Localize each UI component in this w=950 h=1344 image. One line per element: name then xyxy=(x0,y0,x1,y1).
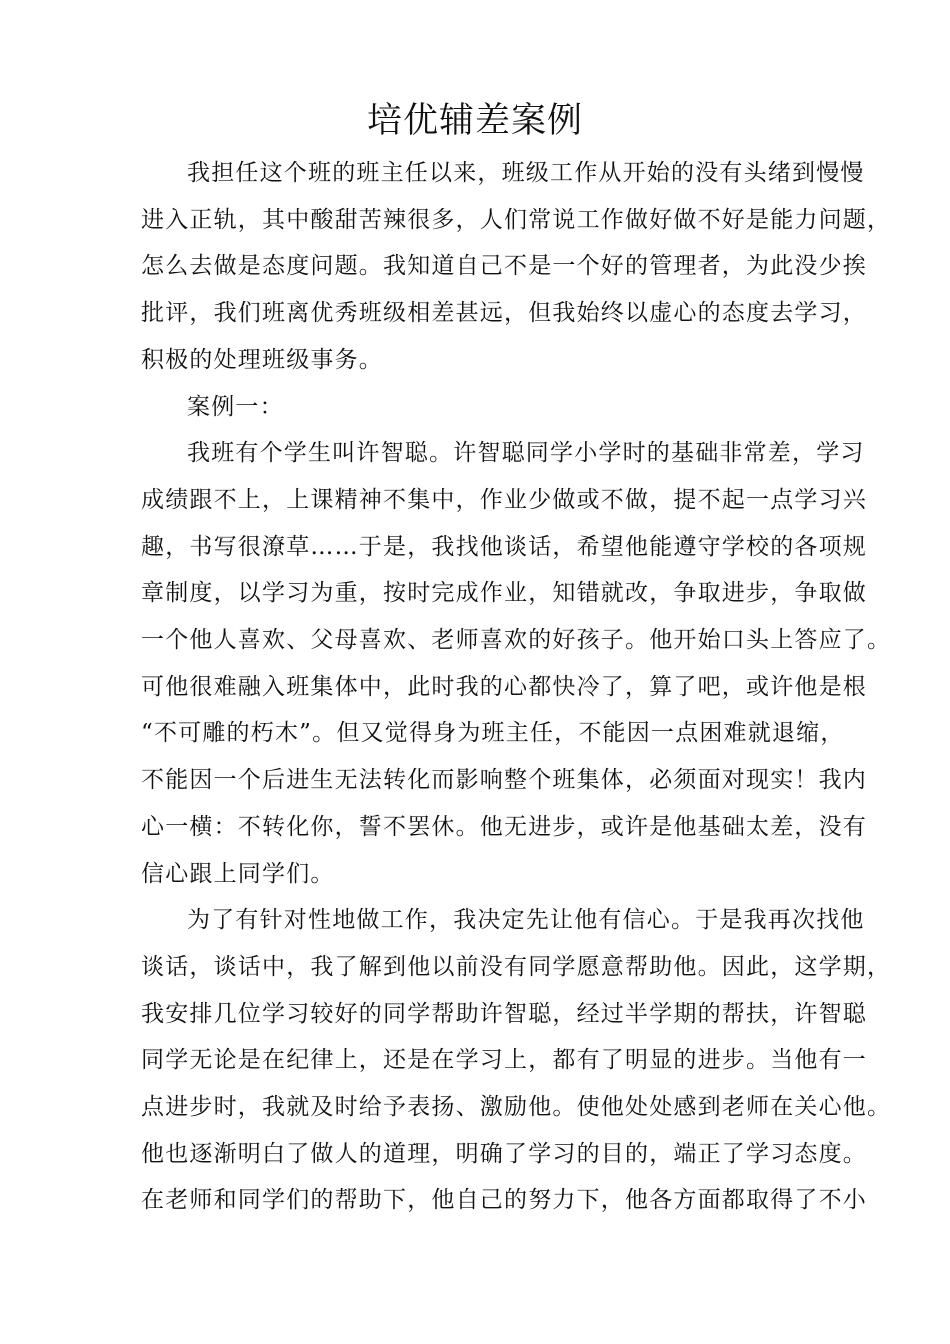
text-line: 积极的处理班级事务。 xyxy=(141,346,383,373)
text-line: 成绩跟不上，上课精神不集中，作业少做或不做，提不起一点学习兴 xyxy=(141,486,867,513)
text-line: 我担任这个班的班主任以来，班级工作从开始的没有头绪到慢慢 xyxy=(187,160,865,186)
text-line: 谈话，谈话中，我了解到他以前没有同学愿意帮助他。因此，这学期， xyxy=(141,953,892,980)
document-title: 培优辅差案例 xyxy=(366,101,583,141)
text-line: 同学无论是在纪律上，还是在学习上，都有了明显的进步。当他有一 xyxy=(141,1047,867,1074)
paragraph-case-heading xyxy=(141,384,841,431)
text-line: 章制度，以学习为重，按时完成作业，知错就改，争取进步，争取做 xyxy=(141,580,867,607)
text-line: “不可雕的朽木”。但又觉得身为班主任，不能因一点困难就退缩， xyxy=(141,720,845,747)
text-line: 趣，书写很潦草……于是，我找他谈话，希望他能遵守学校的各项规 xyxy=(141,533,867,560)
text-line: 为了有针对性地做工作，我决定先让他有信心。于是我再次找他 xyxy=(187,907,865,934)
case-heading: 案例一： xyxy=(187,393,284,420)
text-line: 可他很难融入班集体中，此时我的心都快冷了，算了吧，或许他是根 xyxy=(141,673,867,700)
text-line: 他也逐渐明白了做人的道理，明确了学习的目的，端正了学习态度。 xyxy=(141,1140,867,1167)
text-line: 信心跟上同学们。 xyxy=(141,860,335,887)
text-line: 心一横：不转化你，誓不罢休。他无进步，或许是他基础太差，没有 xyxy=(141,813,867,840)
paragraph-case-story xyxy=(141,430,892,897)
text-line: 批评，我们班离优秀班级相差甚远，但我始终以虚心的态度去学习， xyxy=(141,300,867,327)
text-line: 我安排几位学习较好的同学帮助许智聪，经过半学期的帮扶，许智聪 xyxy=(141,1000,867,1027)
paragraph-intro xyxy=(141,150,892,384)
text-line: 在老师和同学们的帮助下，他自己的努力下，他各方面都取得了不小 xyxy=(141,1187,867,1214)
paragraph-case-progress xyxy=(141,897,892,1224)
document-body xyxy=(141,150,892,1224)
text-line: 点进步时，我就及时给予表扬、激励他。使他处处感到老师在关心他。 xyxy=(141,1094,892,1121)
text-line: 进入正轨，其中酸甜苦辣很多，人们常说工作做好做不好是能力问题， xyxy=(141,206,892,233)
text-line: 不能因一个后进生无法转化而影响整个班集体，必须面对现实！我内 xyxy=(141,767,867,794)
text-line: 怎么去做是态度问题。我知道自己不是一个好的管理者，为此没少挨 xyxy=(141,253,867,280)
text-line: 我班有个学生叫许智聪。许智聪同学小学时的基础非常差，学习 xyxy=(187,440,865,467)
text-line: 一个他人喜欢、父母喜欢、老师喜欢的好孩子。他开始口头上答应了。 xyxy=(141,627,892,654)
